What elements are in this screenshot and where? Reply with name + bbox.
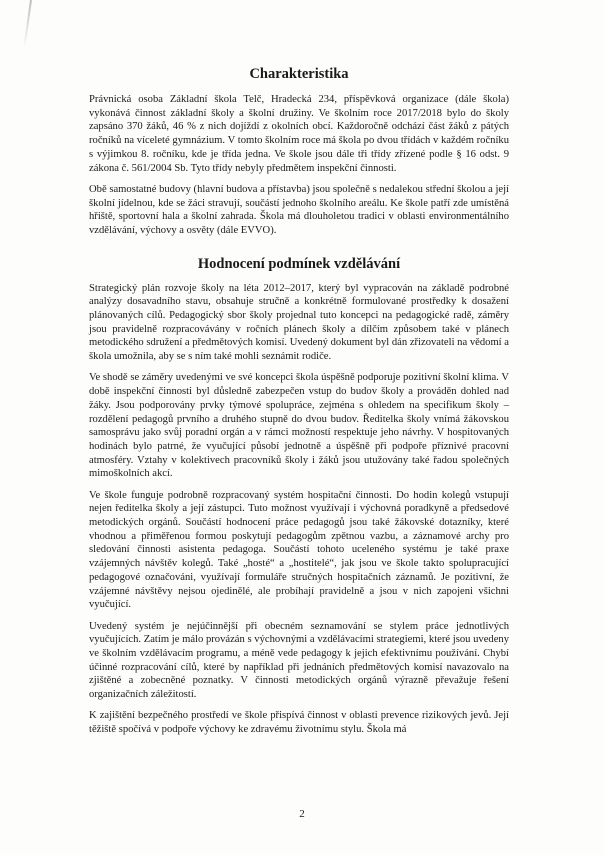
paragraph: Strategický plán rozvoje školy na léta 2012–2017, který byl vypracován na základě podrobné analýzy dosavadního stavu, obsahuje stručně a konkrétně formulované prostředky k dosažení plánovaných cílů. Pedagogický sbor školy projednal tuto koncepci na pedagogické radě, záměry jsou pravidelně rozpracovávány v ročních plánech školy a dílčím způsobem také v plánech metodického sdružení a předmětových komisí. Uvedený dokument byl dán zřizovateli na vědomí a škola umožnila, aby se s ním také mohli seznámit rodiče. [89, 282, 509, 363]
paragraph: Uvedený systém je nejúčinnější při obecném seznamování se stylem práce jednotlivých vyučujících. Zatím je málo provázán s výchovnými a vzdělávacími strategiemi, které jsou uvedeny ve školním vzdělávacím programu, a méně vede pedagogy k jejich efektivnímu používání. Chybí účinné rozpracování cílů, které by například při jednáních předmětových komisí navazovalo na zjištěné a zobecněné poznatky. V činnosti metodických orgánů výrazně převažuje řešení organizačních záležitostí. [89, 620, 509, 701]
scan-edge-mark [23, 0, 32, 48]
paragraph: K zajištění bezpečného prostředí ve škole přispívá činnost v oblasti prevence rizikových jevů. Její těžiště spočívá v podpoře výchovy ke zdravému životnímu stylu. Škola má [89, 710, 509, 736]
page-number: 2 [299, 808, 305, 820]
section-heading-conditions: Hodnocení podmínek vzdělávání [197, 255, 401, 272]
paragraph: Ve shodě se záměry uvedenými ve své koncepci škola úspěšně podporuje pozitivní školní klima. V době inspekční činnosti byl důsledně zabezpečen vstup do budov školy a prováděn dohled nad žáky. Jsou podporovány prvky týmové spolupráce, zejména s ohledem na specifikum školy – rozdělení pedagogů prvního a druhého stupně do dvou budov. Ředitelka školy vnímá žákovskou samosprávu jako svůj poradní orgán a v rámci možností respektuje jeho návrhy. V hospitovaných hodinách bylo patrné, že vyučující působí jednotně a úspěšně při podpoře příznivé pracovní atmosféry. Vztahy v kolektivech pracovníků školy i žáků jsou utužovány také řadou společných mimoškolních akcí. [89, 372, 509, 480]
paragraph: Právnická osoba Základní škola Telč, Hradecká 234, příspěvková organizace (dále škola) vykonává činnost základní školy a školní družiny. Ve školním roce 2017/2018 bylo do školy zapsáno 370 žáků, 46 % z nich dojíždí z okolních obcí. Každoročně odchází část žáků z pátých ročníků na víceleté gymnázium. V tomto školním roce má škola po dvou třídách v každém ročníku s výjimkou 8. ročníku, kde je třída jedna. Ve škole jsou dále tři třídy zřízené podle § 16 odst. 9 zákona č. 561/2004 Sb. Tyto třídy nebyly předmětem inspekční činnosti. [89, 94, 509, 174]
page-content [89, 66, 509, 744]
paragraph: Obě samostatné budovy (hlavní budova a přístavba) jsou společně s nedalekou střední školou a její školní jídelnou, kde se žáci stravují, součástí jednoho školního areálu. Ke škole patří zde umístěná hřiště, sportovní hala a školní zahrada. Škola má dlouholetou tradici v oblasti environmentálního vzdělávání, výchovy a osvěty (dále EVVO). [89, 183, 509, 236]
section-heading-characteristics: Charakteristika [249, 66, 349, 82]
paragraph: Ve škole funguje podrobně rozpracovaný systém hospitační činnosti. Do hodin kolegů vstupují nejen ředitelka školy a její zástupci. Tuto možnost využívají i výchovná poradkyně a předsedové metodických orgánů. Součástí hodnocení práce pedagogů jsou také žákovské dotazníky, které vhodnou a přiměřenou formou poskytují pedagogům zpětnou vazbu, a záznamové archy pro sledování činnosti asistenta pedagoga. Součástí tohoto uceleného systému je také praxe vzájemných návštěv kolegů. Také „hosté“ a „hostitelé“, jak jsou ve škole takto spolupracující pedagogové označováni, využívají formuláře stručných hospitačních záznamů. Je pozitivní, že vzájemné návštěvy nejsou ojedinělé, ale probíhají pravidelně a jsou v nich zapojeni všichni vyučující. [89, 489, 509, 611]
